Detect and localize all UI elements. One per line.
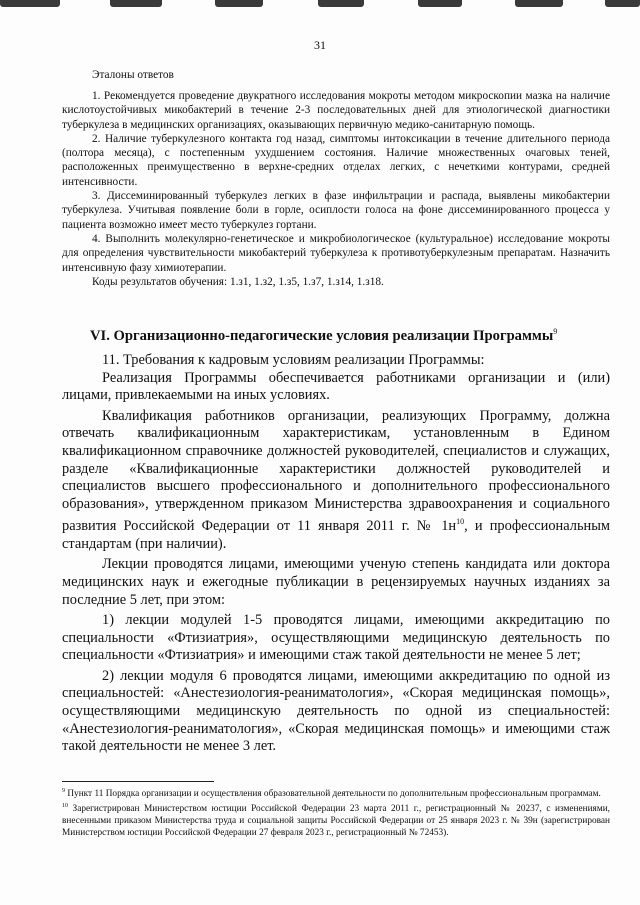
section-body bbox=[62, 352, 610, 756]
section-heading bbox=[62, 327, 610, 345]
requirements-intro: 11. Требования к кадровым условиям реализации Программы: bbox=[102, 352, 485, 368]
answer-item-3: 3. Диссеминированный туберкулез легких в фазе инфильтрации и распада, выявлены микобактерии туберкулеза. Учитывая появление боли в горле, осиплости голоса на фоне диссеминированного процесса у пациента возможно имеет место туберкулез гортани. bbox=[62, 190, 610, 231]
answers-title: Эталоны ответов bbox=[92, 69, 174, 81]
qualification-paragraph bbox=[62, 408, 610, 554]
lectures-modules-1-5: 1) лекции модулей 1-5 проводятся лицами, имеющими аккредитацию по специальности «Фтизиатрия», осуществляющими медицинскую деятельность по специальности «Фтизиатрия» и имеющими стаж такой деятельности не менее 5 лет; bbox=[62, 612, 610, 664]
page-number: 31 bbox=[314, 38, 326, 52]
answer-item-2: 2. Наличие туберкулезного контакта год назад, симптомы интоксикации в течение длительного периода (полтора месяца), с постепенным ухудшением состояния. Наличие множественных очаговых теней, расположенных преимущественно в верхне-средних отделах легких, с нечеткими контурами, средней интенсивности. bbox=[62, 132, 610, 188]
section-heading-text: VI. Организационно-педагогические условия реализации Программы bbox=[90, 327, 554, 344]
implementation-paragraph: Реализация Программы обеспечивается работниками организации и (или) лицами, привлекаемыми на иных условиях. bbox=[62, 369, 610, 404]
lectures-module-6: 2) лекции модуля 6 проводятся лицами, имеющими аккредитацию по одной из специальностей: «Анестезиология-реаниматология», «Скорая медицинская помощь», осуществляющими медицинскую деятельность по одной из специальностей: «Анестезиология-реаниматология», «Скорая медицинская помощь» и имеющими стаж такой деятельности не менее 3 лет. bbox=[62, 667, 610, 755]
qualification-text: Квалификация работников организации, реализующих Программу, должна отвечать квалификационным характеристикам, установленным в Едином квалификационном справочнике должностей руководителей, специалистов и служащих, разделе «Квалификационные характеристики должностей руководителей и специалистов высшего профессионального и дополнительного профессионального образования», утвержденном приказом Министерства здравоохранения и социального развития Российской Федерации от 11 января 2011 г. № 1н bbox=[62, 407, 610, 535]
footnote-divider bbox=[62, 781, 214, 782]
footnote-10: $^{10}$ Зарегистрирован Министерством юстиции Российской Федерации 23 марта 2011 г., регистрационный № 20237, с изменениями, внесенными приказом Министерства труда и социальной защиты Российской Федерации от 25 января 2023 г. № 39н (зарегистрирован Министерством юстиции Российской Федерации 27 февраля 2023 г., регистрационный № 72453). bbox=[62, 802, 611, 838]
footnote-ref-10: 10 bbox=[456, 517, 465, 527]
scan-top-edge bbox=[0, 0, 640, 10]
result-codes: Коды результатов обучения: 1.з1, 1.з2, 1.з5, 1.з7, 1.з14, 1.з18. bbox=[92, 275, 384, 288]
lectures-paragraph: Лекции проводятся лицами, имеющими ученую степень кандидата или доктора медицинских наук и ежегодные публикации в рецензируемых научных изданиях за последние 5 лет, при этом: bbox=[62, 556, 610, 608]
footnote-9: $^9$ Пункт 11 Порядка организации и осуществления образовательной деятельности по дополнительным профессиональным программам. bbox=[62, 788, 601, 800]
answer-item-4: 4. Выполнить молекулярно-генетическое и микробиологическое (культуральное) исследование мокроты для определения чувствительности микобактерий туберкулеза к противотуберкулезным препаратам. Назначить интенсивную фазу химиотерапии. bbox=[62, 232, 610, 274]
footnotes bbox=[62, 786, 610, 839]
footnote-ref-9: 9 bbox=[553, 327, 558, 336]
answers-list bbox=[62, 89, 610, 289]
qualification-text-end: , и профессиональным стандартам (при наличии). bbox=[62, 518, 610, 552]
answer-item-1: 1. Рекомендуется проведение двукратного исследования мокроты методом микроскопии мазка на наличие кислотоустойчивых микобактерий в течение 2-3 последовательных дней для этиологической диагностики туберкулеза в медицинских организациях, оказывающих первичную медико-санитарную помощь. bbox=[62, 90, 610, 131]
answers-block bbox=[62, 68, 610, 82]
